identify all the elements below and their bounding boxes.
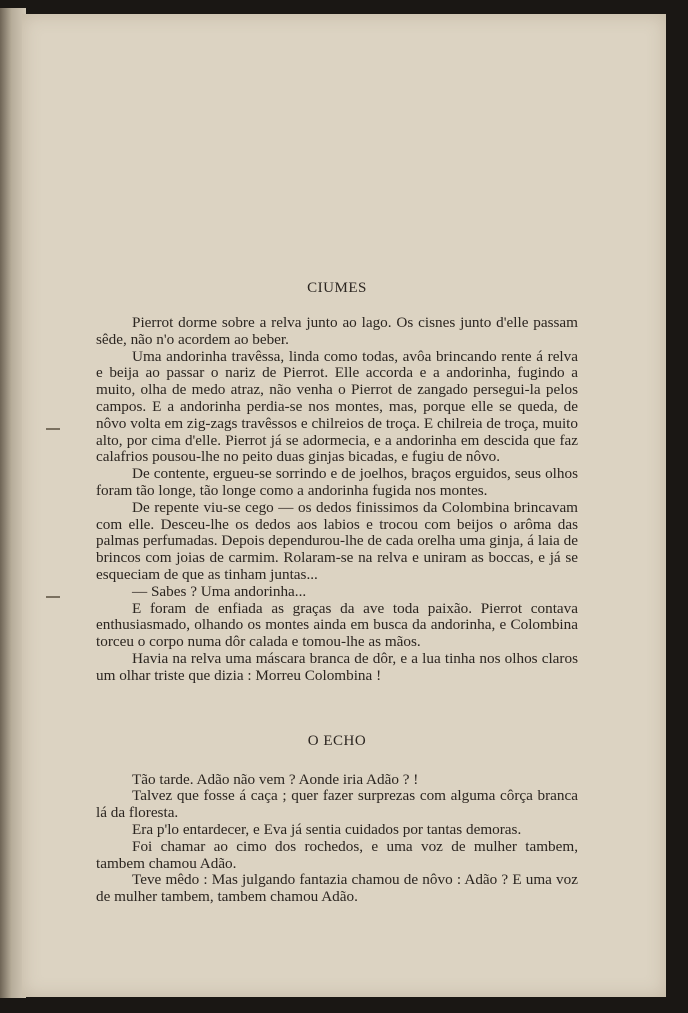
section-ciumes	[96, 280, 578, 685]
paragraph: De repente viu-se cego — os dedos finissimos da Colombina brincavam com elle. Desceu-lhe os dedos aos labios e trocou com beijos o arôma das palmas perfumadas. Depois dependurou-lhe de cada orelha uma ginja, á laia de brincos com joias de carmim. Rolaram-se na relva e uniram as boccas, e já se esqueciam de que as tinham juntas...	[96, 498, 578, 583]
paragraph: Tão tarde. Adão não vem ? Aonde iria Adão ? !	[132, 770, 419, 788]
paragraph: Pierrot dorme sobre a relva junto ao lago. Os cisnes junto d'elle passam sêde, não n'o acordem ao beber.	[96, 314, 578, 348]
paragraph: Havia na relva uma máscara branca de dôr, e a lua tinha nos olhos claros um olhar triste que dizia : Morreu Colombina !	[96, 649, 578, 684]
section-title: CIUMES	[307, 280, 367, 296]
page-content	[96, 280, 578, 906]
paragraph: De contente, ergueu-se sorrindo e de joelhos, braços erguidos, seus olhos foram tão longe, tão longe como a andorinha fugida nos montes.	[96, 465, 578, 499]
paragraph: Teve mêdo : Mas julgando fantazia chamou de nôvo : Adão ? E uma voz de mulher tambem, tambem chamou Adão.	[96, 871, 578, 906]
gutter-mark	[46, 596, 60, 598]
section-o-echo	[96, 733, 578, 906]
paragraph: Era p'lo entardecer, e Eva já sentia cuidados por tantas demoras.	[132, 820, 522, 838]
section-title: O ECHO	[307, 732, 367, 749]
paragraph: Uma andorinha travêssa, linda como todas, avôa brincando rente á relva e beija ao passar o nariz de Pierrot. Elle accorda e a andorinha, fugindo a muito, olha de medo atraz, não venha o Pierrot de zangado persegui-la pelos campos. E a andorinha perdia-se nos montes, mas, porque elle se queda, de nôvo volta em zig-zags travêssos e chilreios de troça. E chilreia de troça, muito alto, por cima d'elle. Pierrot já se adormecia, e a andorinha em descida que faz calafrios pousou-lhe no peito duas ginjas bicadas, e fugiu de nôvo.	[96, 347, 578, 466]
gutter-mark	[46, 428, 60, 430]
paragraph: — Sabes ? Uma andorinha...	[132, 582, 307, 600]
paragraph: Talvez que fosse á caça ; quer fazer surprezas com alguma côrça branca lá da floresta.	[96, 787, 578, 822]
paragraph: E foram de enfiada as graças da ave toda paixão. Pierrot contava enthusiasmado, olhando os montes ainda em busca da andorinha, e Colombina torceu o corpo numa dôr calada e tomou-lhe as mãos.	[96, 599, 578, 651]
paragraph: Foi chamar ao cimo dos rochedos, e uma voz de mulher tambem, tambem chamou Adão.	[96, 837, 578, 872]
